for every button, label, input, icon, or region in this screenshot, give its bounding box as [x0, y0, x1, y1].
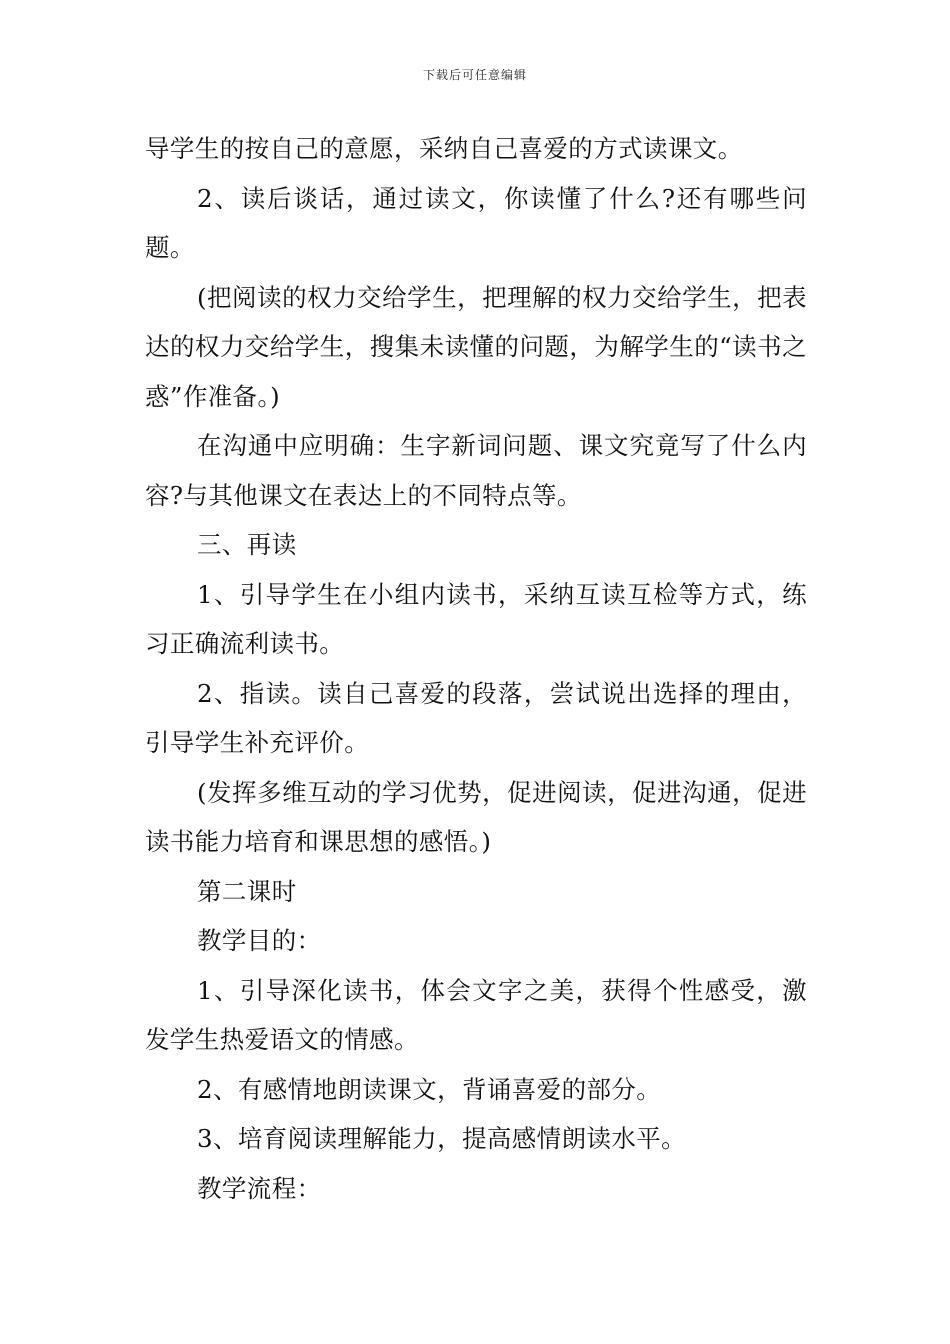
paragraph-read-after-talk: 2、读后谈话，通过读文，你读懂了什么?还有哪些问题。 [145, 183, 807, 262]
section-heading-teaching-goals: 教学目的： [197, 926, 322, 955]
paragraph-group-reading: 1、引导学生在小组内读书，采纳互读互检等方式，练习正确流利读书。 [145, 579, 807, 658]
paragraph-communication-clarify: 在沟通中应明确：生字新词问题、课文究竟写了什么内容?与其他课文在表达上的不同特点等。 [145, 431, 807, 510]
goal-item-2: 2、有感情地朗读课文，背诵喜爱的部分。 [197, 1074, 662, 1104]
paragraph-continuation: 导学生的按自己的意愿，采纳自己喜爱的方式读课文。 [145, 134, 743, 163]
goal-item-1: 1、引导深化读书，体会文字之美，获得个性感受，激发学生热爱语文的情感。 [145, 975, 807, 1054]
document-body [145, 124, 807, 1213]
goal-item-3: 3、培育阅读理解能力，提高感情朗读水平。 [197, 1124, 687, 1153]
paragraph-interaction-note: (发挥多维互动的学习优势，促进阅读，促进沟通，促进读书能力培育和课思想的感悟。) [145, 777, 807, 856]
section-heading-second-lesson: 第二课时 [197, 876, 297, 906]
section-heading-teaching-process: 教学流程： [197, 1173, 322, 1203]
section-heading-reread: 三、再读 [197, 530, 297, 559]
paragraph-reading-rights-note: (把阅读的权力交给学生，把理解的权力交给学生，把表达的权力交给学生，搜集未读懂的问题，为解学生的“读书之惑”作准备。) [145, 282, 807, 411]
page-header: 下载后可任意编辑 [422, 68, 527, 82]
paragraph-point-reading: 2、指读。读自己喜爱的段落，尝试说出选择的理由，引导学生补充评价。 [145, 678, 807, 757]
